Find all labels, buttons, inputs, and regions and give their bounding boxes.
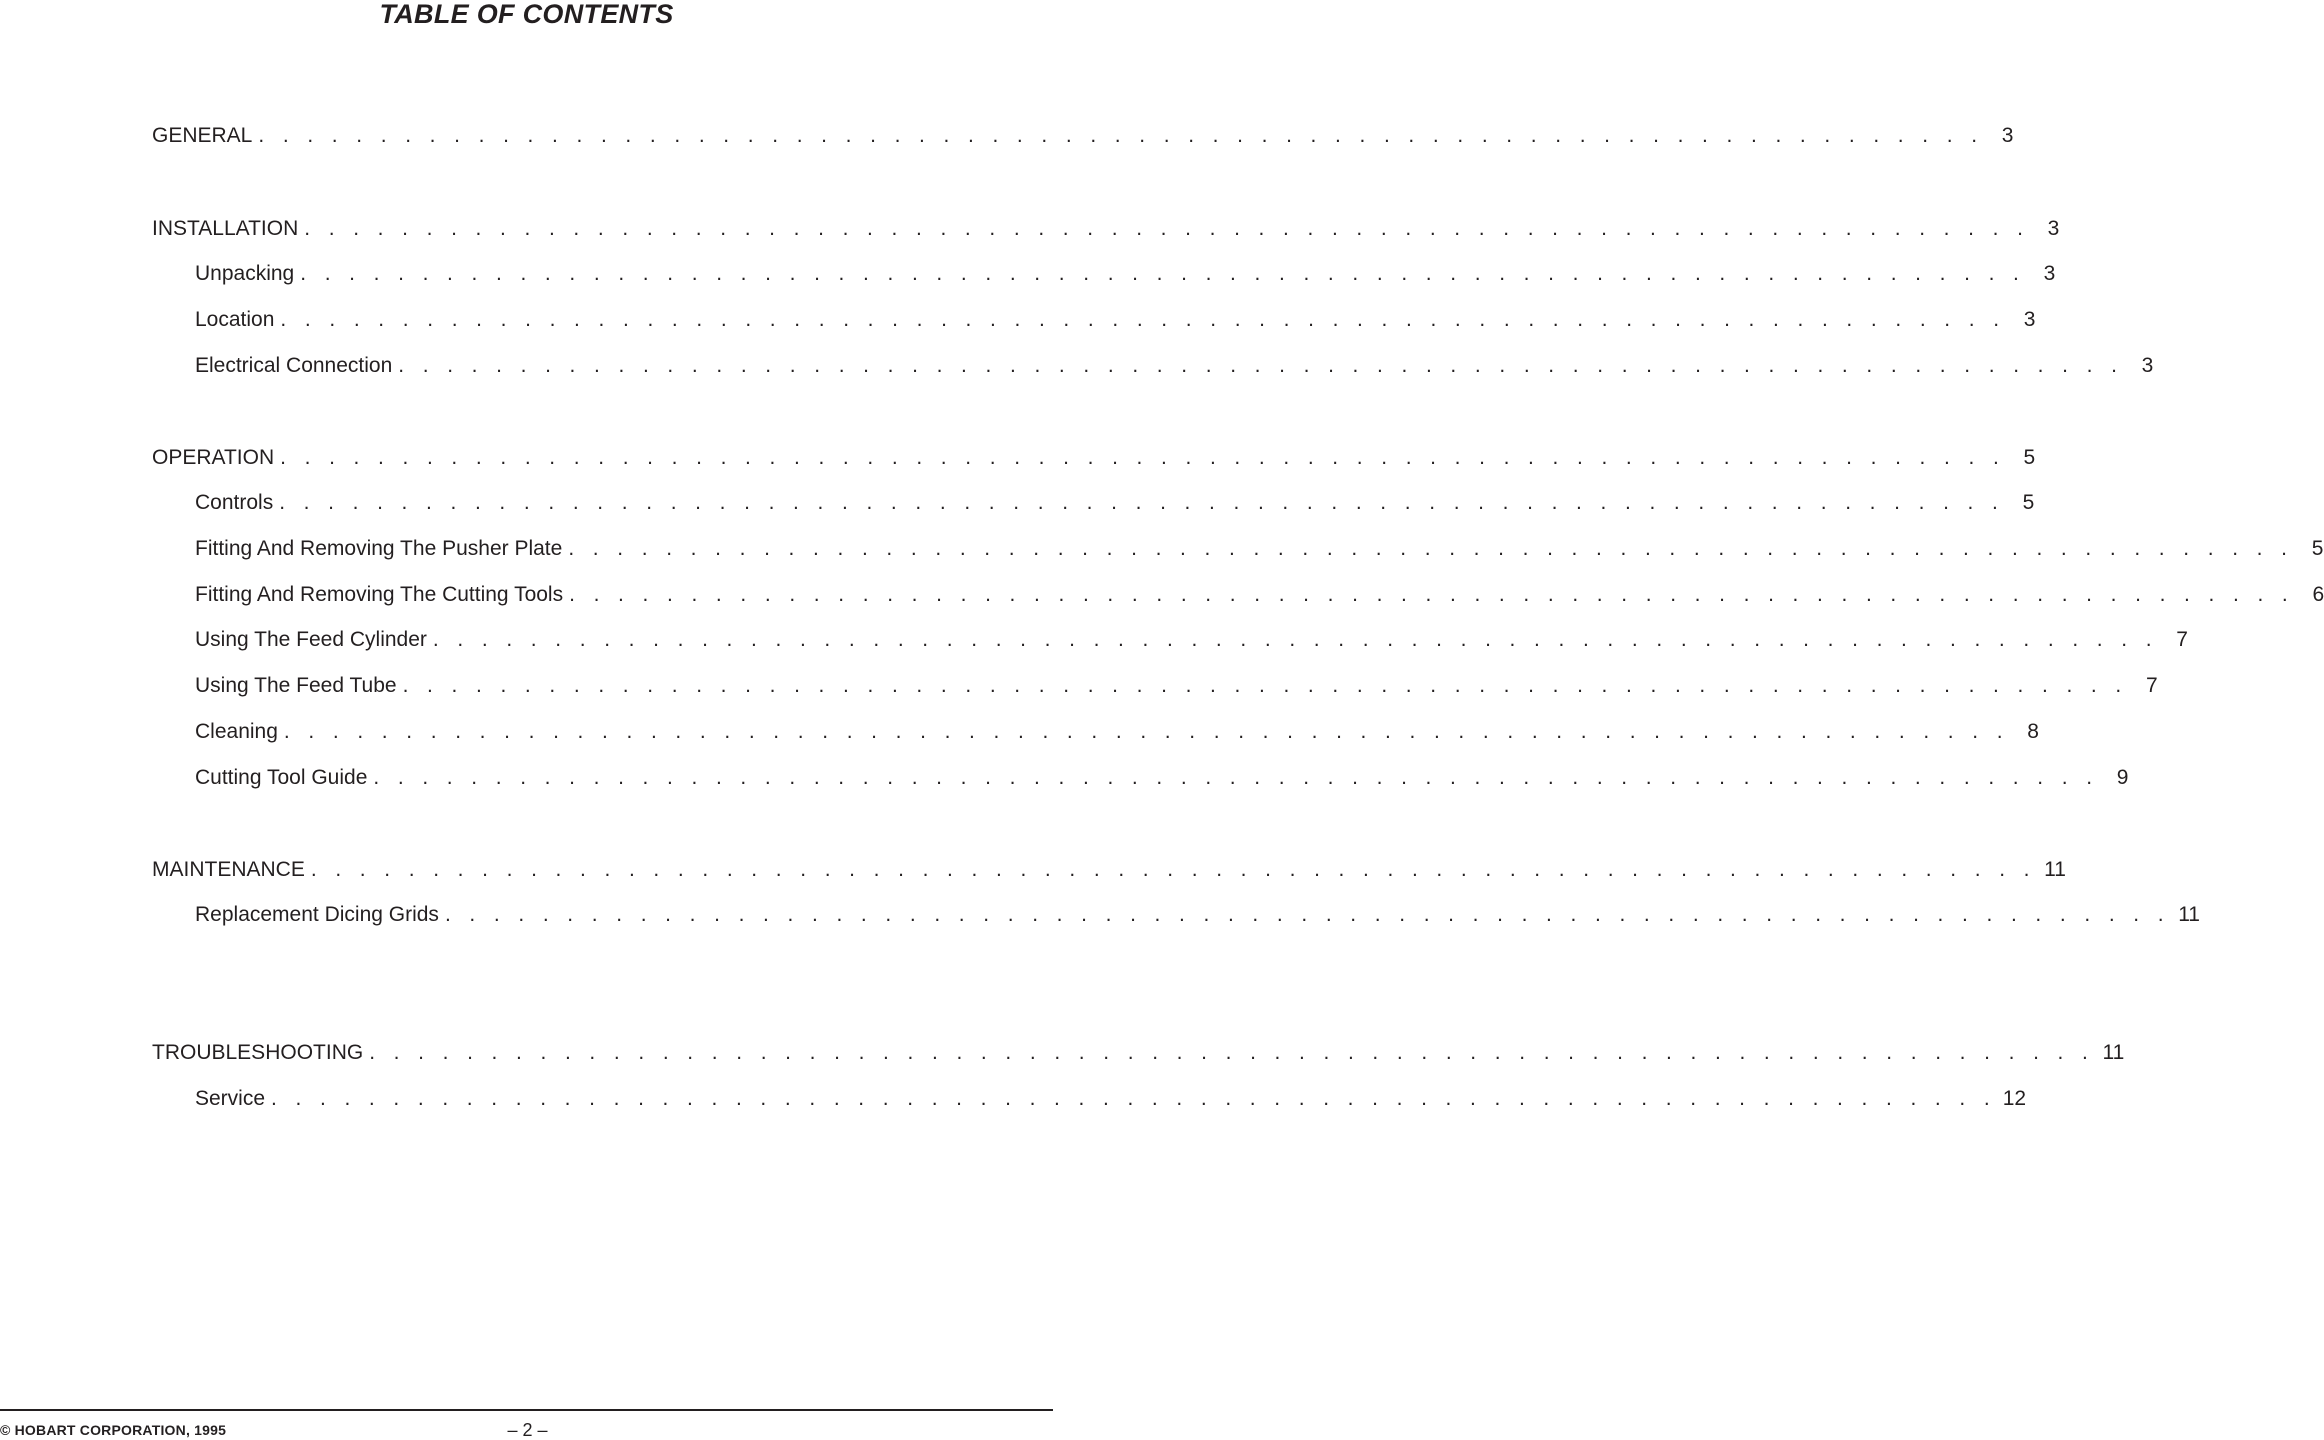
toc-entry-troubleshooting[interactable] xyxy=(152,1038,2125,1068)
toc-entry-cleaning[interactable] xyxy=(195,717,2039,747)
toc-page-number: 11 xyxy=(2102,1041,2125,1064)
dot-leader: . . . . . . . . . . . . . . . . . . . . . . . . . . . . . . . . . . . . . . . . . . . . . . . . . . . . . . . . . . . . . . . . . . . . . . . xyxy=(402,674,2128,697)
toc-label: Service xyxy=(195,1087,266,1110)
toc-entry-maintenance[interactable] xyxy=(152,855,2066,885)
toc-page-number: 11 xyxy=(2044,858,2066,881)
toc-entry-service[interactable] xyxy=(195,1084,2027,1114)
toc-label: OPERATION xyxy=(152,446,275,469)
toc-entry-dicing-grids[interactable] xyxy=(195,900,2200,930)
dot-leader: . . . . . . . . . . . . . . . . . . . . . . . . . . . . . . . . . . . . . . . . . . . . . . . . . . . . . . . . . . . . . . . . . . . . . . . xyxy=(432,628,2158,651)
toc-page-number: 12 xyxy=(2002,1087,2027,1110)
toc-label: Cleaning xyxy=(195,720,278,743)
dot-leader: . . . . . . . . . . . . . . . . . . . . . . . . . . . . . . . . . . . . . . . . . . . . . . . . . . . . . . . . . . . . . . . . . . . . . . . xyxy=(280,308,2006,331)
toc-entry-cutting-tools[interactable] xyxy=(195,580,2324,610)
toc-label: MAINTENANCE xyxy=(152,858,305,881)
toc-page-number: 11 xyxy=(2178,903,2200,926)
dot-leader: . . . . . . . . . . . . . . . . . . . . . . . . . . . . . . . . . . . . . . . . . . . . . . . . . . . . . . . . . . . . . . . . . . . . . . . xyxy=(283,720,2009,743)
toc-entry-controls[interactable] xyxy=(195,488,2035,518)
toc-page-number: 6 xyxy=(2312,583,2324,606)
footer-divider xyxy=(0,1409,1053,1411)
dot-leader: . . . . . . . . . . . . . . . . . . . . . . . . . . . . . . . . . . . . . . . . . . . . . . . . . . . . . . . . . . . . . . . . . . . . . . . xyxy=(300,262,2026,285)
toc-label: Replacement Dicing Grids xyxy=(195,903,439,926)
dot-leader: . . . . . . . . . . . . . . . . . . . . . . . . . . . . . . . . . . . . . . . . . . . . . . . . . . . . . . . . . . . . . . . . . . . . . . . xyxy=(398,354,2124,377)
toc-label: Fitting And Removing The Cutting Tools xyxy=(195,583,564,606)
toc-label: Electrical Connection xyxy=(195,354,393,377)
toc-page-number: 3 xyxy=(2043,262,2056,285)
dot-leader: . . . . . . . . . . . . . . . . . . . . . . . . . . . . . . . . . . . . . . . . . . . . . . . . . . . . . . . . . . . . . . . . . . . . . . . xyxy=(258,124,1984,147)
toc-page-number: 7 xyxy=(2145,674,2158,697)
toc-label: Fitting And Removing The Pusher Plate xyxy=(195,537,563,560)
dot-leader: . . . . . . . . . . . . . . . . . . . . . . . . . . . . . . . . . . . . . . . . . . . . . . . . . . . . . . . . . . . . . . . . . . . . . . . xyxy=(444,903,2170,926)
toc-entry-pusher-plate[interactable] xyxy=(195,534,2324,564)
dot-leader: . . . . . . . . . . . . . . . . . . . . . . . . . . . . . . . . . . . . . . . . . . . . . . . . . . . . . . . . . . . . . . . . . . . . . . . xyxy=(304,217,2030,240)
toc-page-number: 8 xyxy=(2027,720,2039,743)
toc-entry-cutting-tool-guide[interactable] xyxy=(195,763,2129,793)
toc-page-number: 5 xyxy=(2311,537,2324,560)
dot-leader: . . . . . . . . . . . . . . . . . . . . . . . . . . . . . . . . . . . . . . . . . . . . . . . . . . . . . . . . . . . . . . . . . . . . . . . xyxy=(373,766,2099,789)
footer-page-number: – 2 – xyxy=(507,1420,548,1440)
toc-page-number: 9 xyxy=(2116,766,2129,789)
dot-leader: . . . . . . . . . . . . . . . . . . . . . . . . . . . . . . . . . . . . . . . . . . . . . . . . . . . . . . . . . . . . . . . . . . . . . . . xyxy=(369,1041,2095,1064)
toc-label: INSTALLATION xyxy=(152,217,299,240)
toc-page-number: 7 xyxy=(2176,628,2188,651)
toc-entry-location[interactable] xyxy=(195,305,2036,335)
footer-copyright: © HOBART CORPORATION, 1995 xyxy=(0,1422,227,1438)
toc-entry-feed-tube[interactable] xyxy=(195,671,2158,701)
toc-page-number: 5 xyxy=(2023,446,2036,469)
toc-page-number: 3 xyxy=(2023,308,2036,331)
toc-label: Controls xyxy=(195,491,274,514)
toc-entry-installation[interactable] xyxy=(152,214,2060,244)
toc-entry-general[interactable] xyxy=(152,121,2014,151)
toc-label: Using The Feed Cylinder xyxy=(195,628,427,651)
page-title: TABLE OF CONTENTS xyxy=(379,0,674,29)
dot-leader: . . . . . . . . . . . . . . . . . . . . . . . . . . . . . . . . . . . . . . . . . . . . . . . . . . . . . . . . . . . . . . . . . . . . . . . xyxy=(310,858,2036,881)
dot-leader: . . . . . . . . . . . . . . . . . . . . . . . . . . . . . . . . . . . . . . . . . . . . . . . . . . . . . . . . . . . . . . . . . . . . . . . xyxy=(280,446,2006,469)
toc-label: Using The Feed Tube xyxy=(195,674,397,697)
toc-entry-feed-cylinder[interactable] xyxy=(195,625,2188,655)
toc-label: Cutting Tool Guide xyxy=(195,766,368,789)
toc-label: GENERAL xyxy=(152,124,253,147)
toc-page-number: 3 xyxy=(2001,124,2014,147)
toc-page-number: 3 xyxy=(2047,217,2060,240)
toc-page-number: 3 xyxy=(2141,354,2154,377)
toc-entry-unpacking[interactable] xyxy=(195,259,2056,289)
dot-leader: . . . . . . . . . . . . . . . . . . . . . . . . . . . . . . . . . . . . . . . . . . . . . . . . . . . . . . . . . . . . . . . . . . . . . . . xyxy=(568,537,2294,560)
toc-label: Location xyxy=(195,308,275,331)
toc-page-number: 5 xyxy=(2022,491,2035,514)
toc-label: Unpacking xyxy=(195,262,295,285)
dot-leader: . . . . . . . . . . . . . . . . . . . . . . . . . . . . . . . . . . . . . . . . . . . . . . . . . . . . . . . . . . . . . . . . . . . . . . . xyxy=(279,491,2005,514)
toc-label: TROUBLESHOOTING xyxy=(152,1041,364,1064)
dot-leader: . . . . . . . . . . . . . . . . . . . . . . . . . . . . . . . . . . . . . . . . . . . . . . . . . . . . . . . . . . . . . . . . . . . . . . . xyxy=(569,583,2295,606)
dot-leader: . . . . . . . . . . . . . . . . . . . . . . . . . . . . . . . . . . . . . . . . . . . . . . . . . . . . . . . . . . . . . . . . . . . . . . . xyxy=(271,1087,1997,1110)
toc-entry-electrical-connection[interactable] xyxy=(195,351,2154,381)
toc-entry-operation[interactable] xyxy=(152,443,2036,473)
